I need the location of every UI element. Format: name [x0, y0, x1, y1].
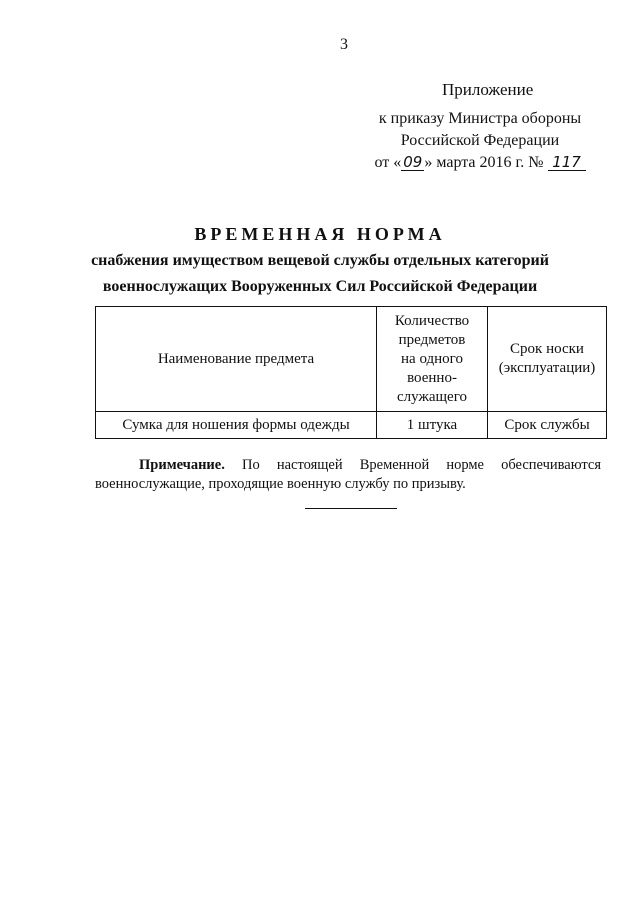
heading-subtitle-1: снабжения имуществом вещевой службы отдельных категорий	[91, 252, 549, 269]
header-term-line-1: Срок носки	[510, 341, 584, 357]
appendix-date-line	[360, 152, 600, 174]
note-label: Примечание.	[139, 457, 225, 473]
appendix-title: Приложение	[442, 80, 534, 99]
note-text: По настоящей Временной норме обеспечиваются военнослужащие, проходящие военную службу по призыву.	[95, 457, 602, 492]
page-number: 3	[340, 36, 348, 53]
cell-item-name: Сумка для ношения формы одежды	[96, 412, 377, 439]
date-prefix: от «	[374, 154, 402, 171]
handwritten-order-number: 117	[548, 155, 586, 171]
heading-subtitle-2: военнослужащих Вооруженных Сил Российской Федерации	[102, 278, 538, 295]
norm-table	[95, 306, 607, 439]
header-quantity-line-2: предметов	[398, 331, 466, 348]
header-term-line-2: (эксплуатации)	[498, 360, 596, 376]
cell-term: Срок службы	[488, 412, 607, 439]
document-heading	[0, 224, 640, 297]
cell-quantity: 1 штука	[377, 412, 488, 439]
header-quantity-line-3: на одного	[401, 350, 463, 367]
appendix-block	[360, 80, 600, 174]
handwritten-day: 09	[403, 153, 423, 171]
header-quantity	[377, 307, 488, 412]
header-quantity-line-5: служащего	[397, 388, 467, 405]
header-quantity-line-4: военно-	[407, 369, 457, 386]
table-row	[96, 412, 607, 439]
date-middle: » марта 2016 г. №	[424, 154, 544, 171]
header-item-name: Наименование предмета	[96, 307, 377, 412]
header-term	[488, 307, 607, 412]
heading-title: ВРЕМЕННАЯ НОРМА	[194, 224, 446, 244]
note-paragraph	[95, 456, 601, 494]
appendix-line-1: к приказу Министра обороны	[378, 110, 582, 127]
appendix-line-2: Российской Федерации	[400, 132, 560, 149]
table-header-row	[96, 307, 607, 412]
header-quantity-line-1: Количество	[394, 312, 470, 329]
closing-rule	[305, 508, 397, 509]
